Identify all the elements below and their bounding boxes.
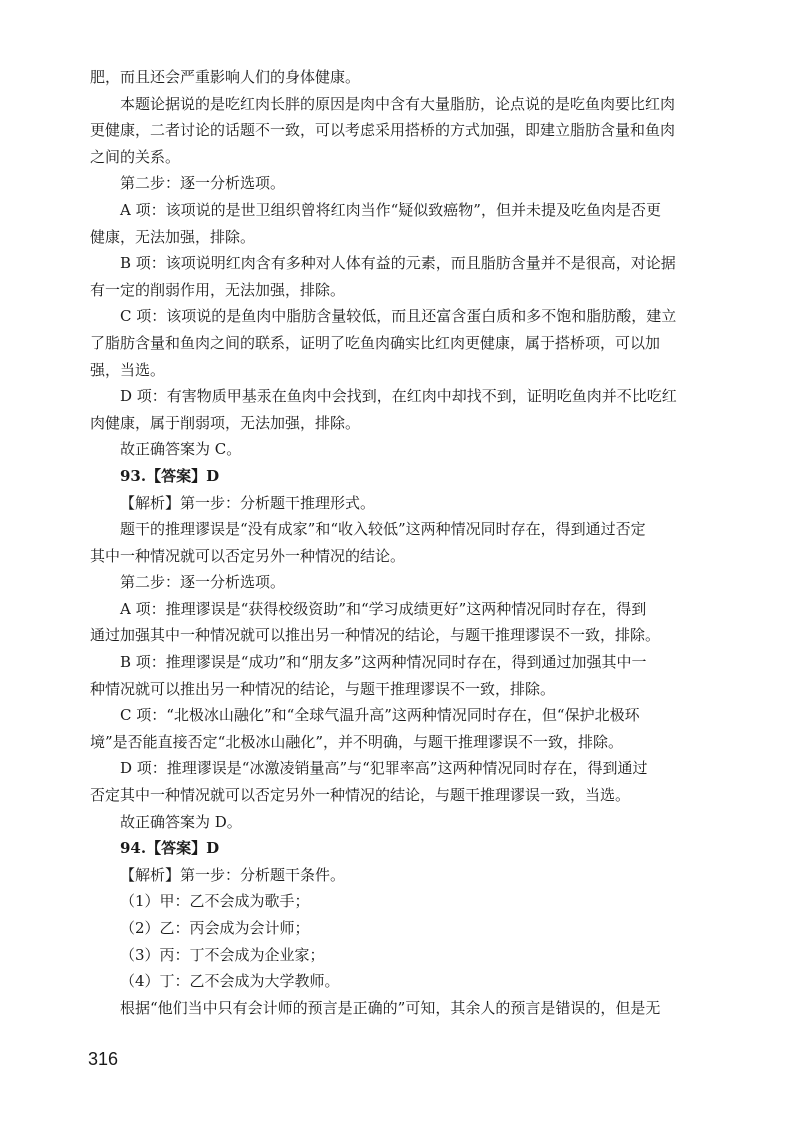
text-line: 通过加强其中一种情况就可以推出另一种情况的结论，与题干推理谬误不一致，排除。 bbox=[90, 626, 661, 645]
text-line: 第二步：逐一分析选项。 bbox=[120, 573, 286, 592]
text-line: 第二步：逐一分析选项。 bbox=[120, 174, 286, 193]
text-line: （4）丁：乙不会成为大学教师。 bbox=[120, 972, 340, 991]
page-body-text bbox=[90, 64, 722, 1021]
text-line: A 项：该项说的是世卫组织曾将红肉当作“疑似致癌物”，但并未提及吃鱼肉是否更 bbox=[120, 200, 661, 219]
page-number: 316 bbox=[88, 1049, 119, 1069]
text-line: 其中一种情况就可以否定另外一种情况的结论。 bbox=[90, 546, 406, 565]
text-line: 肥，而且还会严重影响人们的身体健康。 bbox=[90, 68, 361, 86]
text-line: 之间的关系。 bbox=[90, 147, 181, 166]
text-line: C 项：“北极冰山融化”和“全球气温升高”这两种情况同时存在，但“保护北极环 bbox=[120, 706, 640, 725]
text-line: 根据“他们当中只有会计师的预言是正确的”可知，其余人的预言是错误的，但是无 bbox=[120, 998, 661, 1017]
text-line: D 项：推理谬误是“冰激凌销量高”与“犯罪率高”这两种情况同时存在，得到通过 bbox=[120, 759, 648, 778]
text-line: 肉健康，属于削弱项，无法加强，排除。 bbox=[90, 413, 361, 432]
text-line: D 项：有害物质甲基汞在鱼肉中会找到，在红肉中却找不到，证明吃鱼肉并不比吃红 bbox=[120, 387, 677, 406]
text-line: 了脂肪含量和鱼肉之间的联系，证明了吃鱼肉确实比红肉更健康，属于搭桥项，可以加 bbox=[90, 333, 661, 352]
text-line: B 项：该项说明红肉含有多种对人体有益的元素，而且脂肪含量并不是很高，对论据 bbox=[120, 254, 676, 273]
text-line: 本题论据说的是吃红肉长胖的原因是肉中含有大量脂肪，论点说的是吃鱼肉要比红肉 bbox=[120, 94, 676, 113]
text-line: 更健康，二者讨论的话题不一致，可以考虑采用搭桥的方式加强，即建立脂肪含量和鱼肉 bbox=[90, 121, 676, 140]
text-line: A 项：推理谬误是“获得校级资助”和“学习成绩更好”这两种情况同时存在，得到 bbox=[120, 599, 647, 618]
text-line: （2）乙：丙会成为会计师； bbox=[120, 919, 310, 937]
text-line: 境”是否能直接否定“北极冰山融化”，并不明确，与题干推理谬误不一致，排除。 bbox=[90, 732, 624, 751]
text-line: 故正确答案为 D。 bbox=[120, 812, 242, 831]
text-line: （3）丙：丁不会成为企业家； bbox=[120, 945, 325, 964]
text-line: 题干的推理谬误是“没有成家”和“收入较低”这两种情况同时存在，得到通过否定 bbox=[120, 520, 646, 539]
text-line: 强，当选。 bbox=[90, 360, 166, 379]
text-line: （1）甲：乙不会成为歌手； bbox=[120, 892, 310, 911]
text-line: 94.【答案】D bbox=[120, 839, 220, 858]
text-line: 有一定的削弱作用，无法加强，排除。 bbox=[90, 280, 346, 299]
text-line: 故正确答案为 C。 bbox=[120, 440, 242, 459]
text-line: B 项：推理谬误是“成功”和“朋友多”这两种情况同时存在，得到通过加强其中一 bbox=[120, 653, 647, 672]
text-line: 健康，无法加强，排除。 bbox=[90, 227, 256, 246]
text-line: 否定其中一种情况就可以否定另外一种情况的结论，与题干推理谬误一致，当选。 bbox=[90, 786, 631, 805]
text-line: 【解析】第一步：分析题干推理形式。 bbox=[120, 493, 376, 512]
text-line: C 项：该项说的是鱼肉中脂肪含量较低，而且还富含蛋白质和多不饱和脂肪酸，建立 bbox=[120, 307, 677, 326]
text-line: 93.【答案】D bbox=[120, 466, 220, 485]
text-line: 【解析】第一步：分析题干条件。 bbox=[120, 865, 346, 884]
text-line: 种情况就可以推出另一种情况的结论，与题干推理谬误不一致，排除。 bbox=[90, 679, 556, 698]
